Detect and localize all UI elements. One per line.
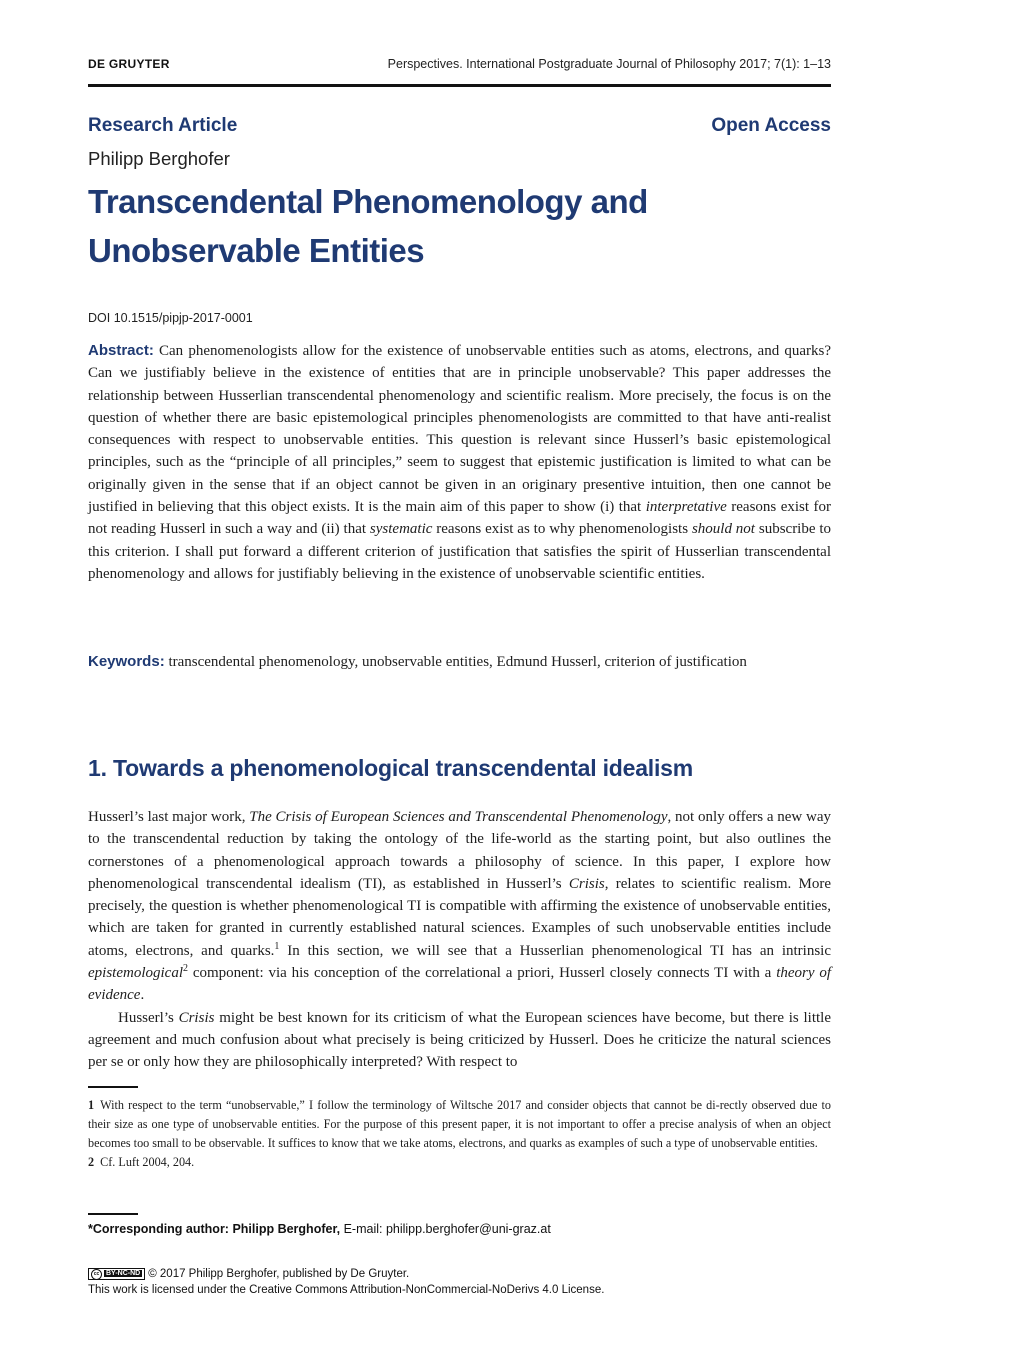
emphasis: theory of evidence bbox=[88, 965, 832, 1004]
copyright-line bbox=[88, 1266, 604, 1282]
journal-citation: Perspectives. International Postgraduate Journal of Philosophy 2017; 7(1): 1–13 bbox=[387, 57, 831, 71]
article-type: Research Article bbox=[88, 115, 238, 136]
footnote-text: With respect to the term “unobservable,” I follow the terminology of Wiltsche 2017 and consider objects that cannot be di-rectly observed due to their size as one type of unobservable entities. For the purpose of this present paper, it is not important to offer a precise analysis of when an object becomes too small to be observable. It suffices to know that we take atoms, electrons, and quarks as examples of such a type of unobservable entities. bbox=[88, 1098, 831, 1150]
paragraph bbox=[88, 1007, 831, 1074]
license-block bbox=[88, 1266, 604, 1298]
text-run: . bbox=[140, 987, 145, 1004]
corresponding-rule bbox=[88, 1213, 138, 1215]
text-run: , relates to scientific realism. More precisely, the question is whether phenomenological TI is compatible with affirming the existence of unobservable entities, which are taken for granted in currently established natural sciences. Examples of such unobservable entities include atoms, electrons, and quarks. bbox=[88, 875, 831, 959]
author-email[interactable]: E-mail: philipp.berghofer@uni-graz.at bbox=[343, 1222, 551, 1236]
doi[interactable]: DOI 10.1515/pipjp-2017-0001 bbox=[88, 311, 253, 325]
abstract-text: subscribe to this criterion. I shall put forward a different criterion of justification that satisfies the spirit of Husserlian transcendental phenomenology and allows for justifiably believing in the existence of unobservable scientific entities. bbox=[88, 521, 832, 582]
emphasis: epistemological bbox=[88, 965, 183, 982]
text-run: , not only offers a new way to the transcendental reduction by taking the ontology of the life-world as the starting point, but also outlines the cornerstones of a phenomenological approach towards a philosophy of science. In this paper, I explore how phenomenological transcendental idealism (TI), as established in Husserl’s bbox=[88, 809, 831, 892]
license-text: This work is licensed under the Creative Commons Attribution-NonCommercial-NoDerivs 4.0 License. bbox=[88, 1284, 605, 1296]
footnote-number: 2 bbox=[88, 1155, 95, 1169]
cc-license-icon[interactable] bbox=[88, 1268, 145, 1280]
publisher-logo: DE GRUYTER bbox=[88, 57, 170, 71]
open-access-label: Open Access bbox=[711, 115, 831, 136]
abstract-emphasis: systematic bbox=[369, 521, 433, 538]
text-run: Husserl’s bbox=[118, 1009, 174, 1026]
section-heading: 1. Towards a phenomenological transcendental idealism bbox=[88, 755, 694, 781]
header-rule bbox=[88, 84, 831, 87]
footnote-number: 1 bbox=[88, 1098, 95, 1112]
footnote-ref[interactable]: 2 bbox=[182, 963, 188, 975]
keywords-label: Keywords: bbox=[88, 653, 165, 670]
footnote-ref[interactable]: 1 bbox=[274, 940, 280, 952]
keywords bbox=[88, 651, 831, 673]
book-title: The Crisis of European Sciences and Transcendental Phenomenology bbox=[249, 809, 668, 825]
paragraph bbox=[88, 806, 831, 1007]
corresponding-author bbox=[88, 1222, 551, 1236]
article-title bbox=[88, 177, 788, 275]
abstract-emphasis: should not bbox=[691, 521, 755, 538]
text-run: In this section, we will see that a Husserlian phenomenological TI has an intrinsic bbox=[287, 942, 832, 959]
footnote-text: Cf. Luft 2004, 204. bbox=[100, 1155, 195, 1169]
title-line-1: Transcendental Phenomenology and bbox=[88, 183, 648, 220]
abstract-emphasis: interpretative bbox=[645, 499, 727, 516]
text-run: might be best known for its criticism of what the European sciences have become, but there is little agreement and much confusion about what precisely is being criticized by Husserl. Does he criticize the natural sciences per se or only how they are philosophically interpreted? With respect to bbox=[88, 1009, 831, 1071]
body-text bbox=[88, 806, 831, 1074]
footnote bbox=[88, 1096, 831, 1153]
corresponding-label: *Corresponding author: Philipp Berghofer, bbox=[88, 1222, 341, 1236]
book-title: Crisis bbox=[568, 875, 605, 892]
title-line-2: Unobservable Entities bbox=[88, 232, 425, 269]
copyright-text: © 2017 Philipp Berghofer, published by De Gruyter. bbox=[148, 1268, 410, 1280]
abstract-label: Abstract: bbox=[88, 342, 154, 359]
footnotes bbox=[88, 1096, 831, 1172]
footnote bbox=[88, 1153, 831, 1172]
author-name: Philipp Berghofer bbox=[88, 148, 230, 169]
abstract-text: Can phenomenologists allow for the existence of unobservable entities such as atoms, electrons, and quarks? Can we justifiably believe in the existence of entities that are in principle unobservable? This paper addresses the relationship between Husserlian transcendental phenomenology and scientific realism. More precisely, the focus is on the question of whether there are basic epistemological principles phenomenologists are committed to that have anti-realist consequences with respect to unobservable entities. This question is relevant since Husserl’s basic epistemological principles, such as the “principle of all principles,” seem to suggest that epistemic justification is limited to what can be originally given in the sense that if an object cannot be given in an originary presentive intuition, then one cannot be justified in believing that this object exists. It is the main aim of this paper to show (i) that bbox=[88, 343, 831, 516]
cc-icon: cc bbox=[91, 1269, 102, 1280]
cc-license-tag: BY-NC-ND bbox=[106, 1269, 141, 1277]
abstract-text: reasons exist for not reading Husserl in such a way and (ii) that bbox=[88, 499, 832, 538]
keywords-text: transcendental phenomenology, unobservable entities, Edmund Husserl, criterion of justification bbox=[168, 654, 747, 670]
book-title: Crisis bbox=[178, 1009, 215, 1026]
text-run: Husserl’s last major work, bbox=[88, 809, 246, 825]
text-run: component: via his conception of the correlational a priori, Husserl closely connects TI with a bbox=[192, 965, 772, 982]
abstract-text: reasons exist as to why phenomenologists bbox=[436, 521, 689, 538]
abstract bbox=[88, 340, 831, 585]
footnote-rule bbox=[88, 1086, 138, 1088]
